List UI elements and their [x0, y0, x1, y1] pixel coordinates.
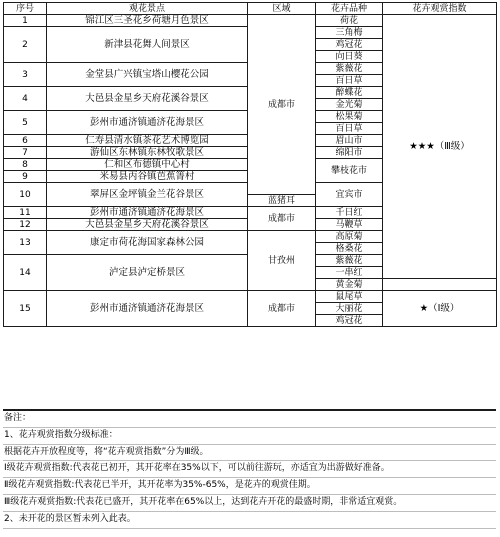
table-row [4, 291, 497, 303]
notes-section [3, 409, 496, 529]
variety-cell: 金光菊 [316, 99, 383, 111]
region-cell: 眉山市 [316, 135, 383, 147]
row-index: 5 [4, 111, 47, 135]
row-spot: 彭州市通济镇通济花海景区 [47, 291, 248, 327]
variety-cell: 三角梅 [316, 27, 383, 39]
rating-stars: ★ [419, 302, 429, 314]
row-spot: 大邑县金星乡天府花溪谷景区 [47, 219, 248, 231]
variety-cell: 鸡冠花 [316, 315, 383, 327]
variety-cell: 马鞭草 [316, 219, 383, 231]
notes-heading: 备注： [3, 409, 496, 428]
row-spot: 仁和区布德镇中心村 [47, 159, 248, 171]
variety-cell: 一串红 [316, 267, 383, 279]
row-index: 12 [4, 219, 47, 231]
row-spot: 大邑县金星乡天府花溪谷景区 [47, 87, 248, 111]
row-spot: 游仙区东林镇东林牧歌景区 [47, 147, 248, 159]
variety-cell: 荷花 [316, 15, 383, 27]
variety-cell: 大丽花 [316, 303, 383, 315]
rating-label: （Ⅰ级） [428, 302, 460, 314]
row-spot: 金堂县广兴镇宝塔山樱花公园 [47, 63, 248, 87]
variety-cell: 高原菊 [316, 231, 383, 243]
rating-stars: ★★★ [409, 140, 435, 152]
variety-cell: 紫薇花 [316, 255, 383, 267]
variety-cell: 格桑花 [316, 243, 383, 255]
variety-cell: 千日红 [316, 207, 383, 219]
row-index: 6 [4, 135, 47, 147]
table-header-row [4, 3, 497, 15]
region-cell: 成都市 [248, 291, 316, 327]
note-line: 2、未开花的景区暂未列入此表。 [3, 512, 496, 529]
rating-label: （Ⅲ级） [434, 140, 470, 152]
row-index: 8 [4, 159, 47, 171]
header-spot: 观花景点 [47, 3, 248, 15]
region-cell: 宜宾市 [316, 183, 383, 207]
row-index: 1 [4, 15, 47, 27]
region-cell: 成都市 [248, 207, 316, 231]
row-index: 3 [4, 63, 47, 87]
rating-level1-cell [383, 291, 497, 327]
variety-cell: 醉蝶花 [316, 87, 383, 99]
row-index: 2 [4, 27, 47, 63]
variety-cell: 鼠尾草 [316, 291, 383, 303]
rating-level3-cell [383, 15, 497, 279]
variety-cell: 蓝猪耳 [248, 195, 316, 207]
note-line: Ⅱ级花卉观赏指数:代表花已半开，其开花率为35%-65%，是花卉的观赏佳期。 [3, 478, 496, 495]
header-region: 区域 [248, 3, 316, 15]
row-spot: 锦江区三圣花乡荷塘月色景区 [47, 15, 248, 27]
variety-cell: 松果菊 [316, 111, 383, 123]
table-row [4, 15, 497, 27]
row-spot: 翠屏区金坪镇金兰花谷景区 [47, 183, 248, 207]
row-spot: 彭州市通济镇通济花海景区 [47, 111, 248, 135]
note-line: 根据花卉开放程度等，将“花卉观赏指数”分为Ⅲ级。 [3, 445, 496, 462]
row-index: 11 [4, 207, 47, 219]
row-index: 4 [4, 87, 47, 111]
row-index: 10 [4, 183, 47, 207]
row-index: 9 [4, 171, 47, 183]
header-rating: 花卉观赏指数 [383, 3, 497, 15]
note-line: 1、花卉观赏指数分级标准： [3, 428, 496, 445]
row-spot: 仁寿县清水镇茶花艺术博览园 [47, 135, 248, 147]
flower-viewing-table-container [3, 2, 496, 327]
flower-viewing-table [3, 2, 497, 327]
variety-cell: 黄金菊 [316, 279, 383, 291]
row-spot: 米易县丙谷镇芭蕉箐村 [47, 171, 248, 183]
row-index: 15 [4, 291, 47, 327]
row-spot: 新津县花舞人间景区 [47, 27, 248, 63]
variety-cell: 向日葵 [316, 51, 383, 63]
row-spot: 彭州市通济镇通济花海景区 [47, 207, 248, 219]
note-line: Ⅰ级花卉观赏指数:代表花已初开，其开花率在35%以下，可以前往游玩，亦适宜为出游做好准备。 [3, 461, 496, 478]
variety-cell: 百日草 [316, 75, 383, 87]
variety-cell: 紫薇花 [316, 63, 383, 75]
variety-cell: 百日草 [316, 123, 383, 135]
row-spot: 康定市荷花海国家森林公园 [47, 231, 248, 255]
header-variety: 花卉品种 [316, 3, 383, 15]
row-index: 13 [4, 231, 47, 255]
region-cell: 攀枝花市 [316, 159, 383, 183]
region-cell: 绵阳市 [316, 147, 383, 159]
row-index: 7 [4, 147, 47, 159]
region-cell: 成都市 [248, 15, 316, 195]
header-index: 序号 [4, 3, 47, 15]
region-cell: 甘孜州 [248, 231, 316, 291]
note-line: Ⅲ级花卉观赏指数:代表花已盛开，其开花率在65%以上，达到花卉开花的最盛时期，非常适宜观赏。 [3, 495, 496, 512]
row-index: 14 [4, 255, 47, 291]
variety-cell: 鸡冠花 [316, 39, 383, 51]
row-spot: 泸定县泸定桥景区 [47, 255, 248, 291]
